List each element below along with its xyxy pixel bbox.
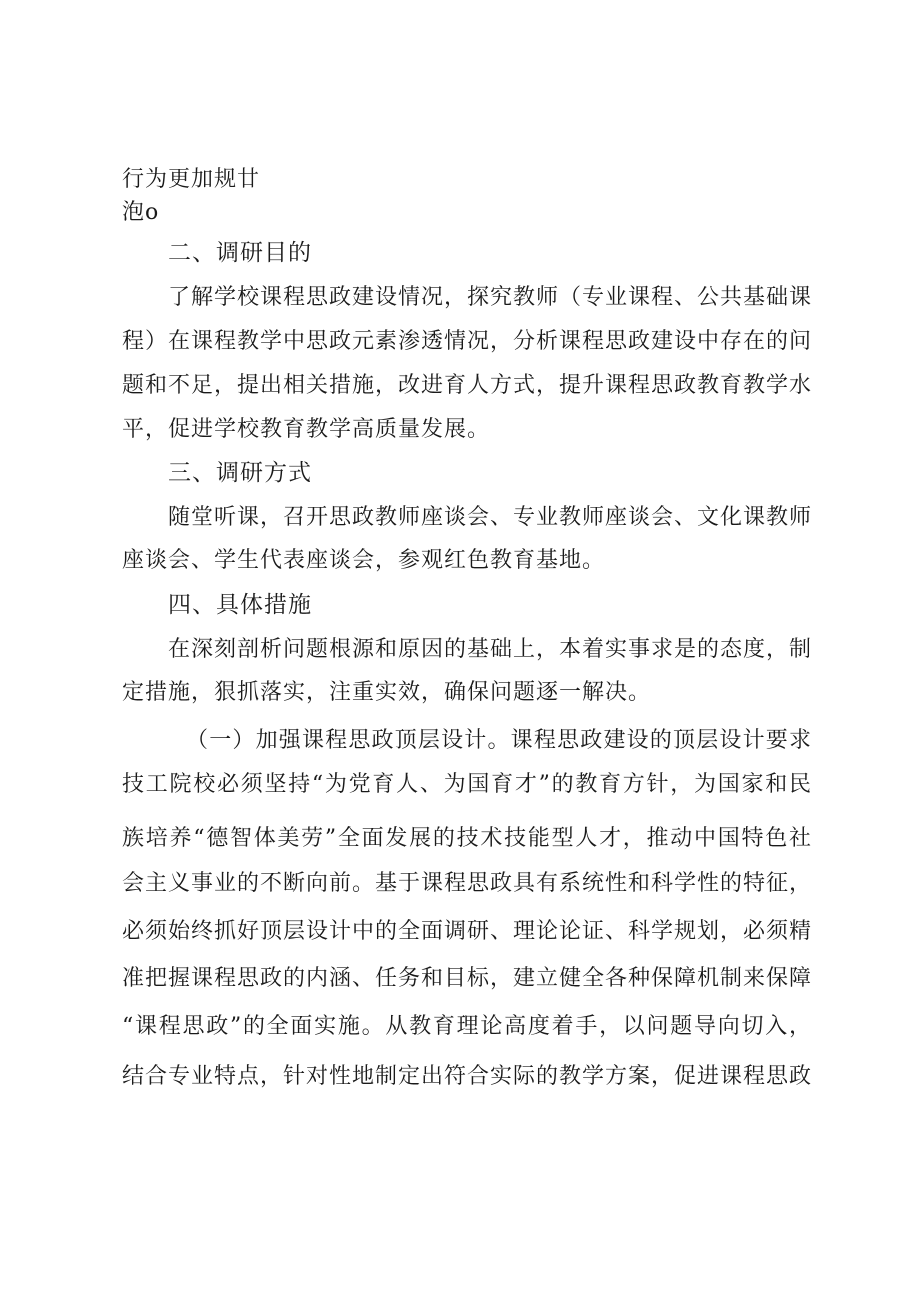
paragraph-line: 在深刻剖析问题根源和原因的基础上，本着实事求是的态度，制: [168, 637, 812, 662]
paragraph-line: 技工院校必须坚持“为党育人、为国育才”的教育方针，为国家和民: [122, 772, 812, 797]
section-heading-purpose: 二、调研目的: [168, 240, 312, 266]
paragraph-line: 必须始终抓好顶层设计中的全面调研、理论论证、科学规划，必须精: [122, 919, 812, 944]
paragraph-line: （一）加强课程思政顶层设计。课程思政建设的顶层设计要求: [186, 728, 812, 753]
fragment-line-1: 行为更加规廿: [122, 167, 261, 192]
paragraph-line: 题和不足，提出相关措施，改进育人方式，提升课程思政教育教学水: [122, 373, 812, 398]
paragraph-line: 平，促进学校教育教学高质量发展。: [122, 417, 491, 442]
section-heading-method: 三、调研方式: [168, 460, 312, 486]
paragraph-line: 随堂听课，召开思政教师座谈会、专业教师座谈会、文化课教师: [168, 505, 812, 530]
paragraph-line: 定措施，狠抓落实，注重实效，确保问题逐一解决。: [122, 680, 652, 705]
section-heading-measures: 四、具体措施: [168, 592, 312, 618]
fragment-line-2: 泡o: [122, 200, 160, 225]
paragraph-line: 会主义事业的不断向前。基于课程思政具有系统性和科学性的特征，: [122, 871, 812, 896]
paragraph-line: 结合专业特点，针对性地制定出符合实际的教学方案，促进课程思政: [122, 1064, 812, 1089]
paragraph-line: 族培养“德智体美劳”全面发展的技术技能型人才，推动中国特色社: [122, 826, 812, 851]
paragraph-line: 准把握课程思政的内涵、任务和目标，建立健全各种保障机制来保障: [122, 966, 812, 991]
paragraph-line: 了解学校课程思政建设情况，探究教师（专业课程、公共基础课: [168, 285, 812, 310]
paragraph-line: 程）在课程教学中思政元素渗透情况，分析课程思政建设中存在的问: [122, 329, 812, 354]
paragraph-line: “课程思政”的全面实施。从教育理论高度着手，以问题导向切入，: [122, 1014, 812, 1039]
paragraph-line: 座谈会、学生代表座谈会，参观红色教育基地。: [122, 548, 606, 573]
